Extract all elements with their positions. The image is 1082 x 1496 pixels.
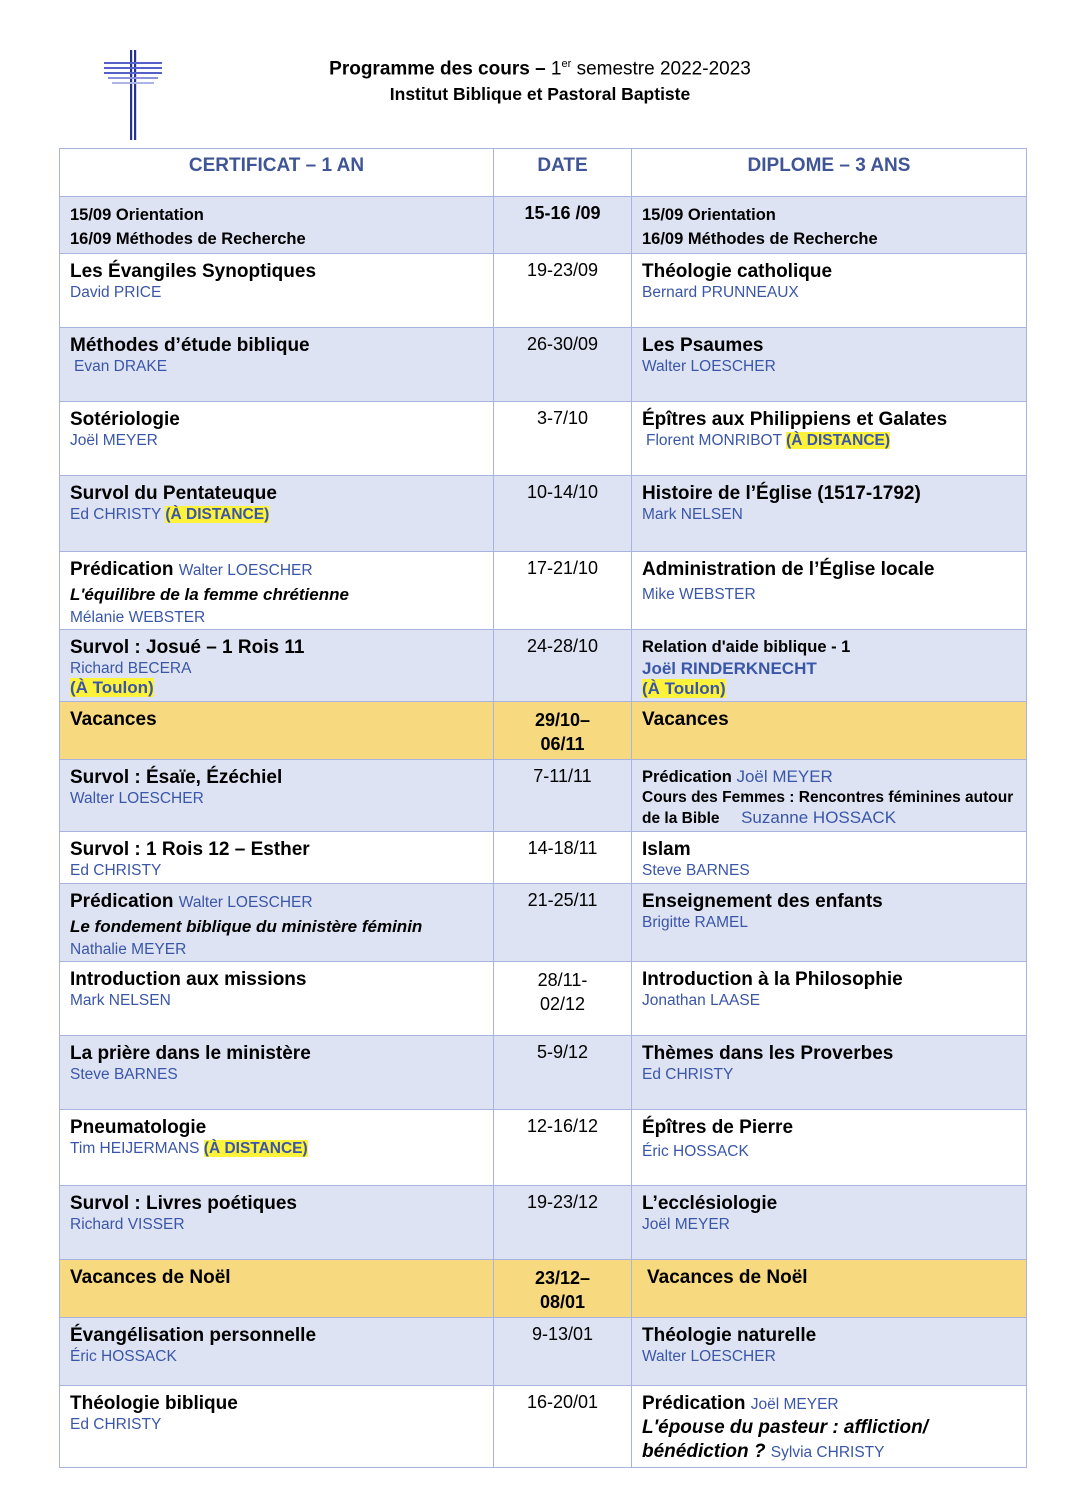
right-cell <box>632 1110 1027 1186</box>
right-teacher: Joël MEYER <box>736 767 833 786</box>
date-cell: 19-23/09 <box>494 254 632 328</box>
right-cell <box>632 1036 1027 1110</box>
table-row <box>60 884 1027 962</box>
right-cell <box>632 884 1027 962</box>
left-line1: 15/09 Orientation <box>70 206 204 224</box>
date-cell: 19-23/12 <box>494 1186 632 1260</box>
left-cell <box>60 197 494 254</box>
left-teacher: Steve BARNES <box>70 1066 178 1083</box>
left-course: Vacances de Noël <box>70 1267 231 1288</box>
right-teacher: Walter LOESCHER <box>642 1348 776 1365</box>
column-header-date: DATE <box>494 149 632 197</box>
date-cell: 15-16 /09 <box>494 197 632 254</box>
right-course: Thèmes dans les Proverbes <box>642 1043 894 1064</box>
date-cell: 10-14/10 <box>494 476 632 552</box>
right-course-line <box>642 1392 1016 1416</box>
date-cell: 17-21/10 <box>494 552 632 630</box>
right-cell <box>632 1186 1027 1260</box>
left-course-line <box>70 558 483 582</box>
right-cell <box>632 1318 1027 1386</box>
right-sub-line1: L'épouse du pasteur : affliction/ <box>642 1417 929 1438</box>
date-cell <box>494 1260 632 1318</box>
date-cell: 16-20/01 <box>494 1386 632 1468</box>
date-cell: 12-16/12 <box>494 1110 632 1186</box>
left-teacher: Walter LOESCHER <box>178 894 313 911</box>
left-course-line <box>70 890 483 914</box>
right-cell <box>632 1260 1027 1318</box>
left-course: Survol : 1 Rois 12 – Esther <box>70 839 310 860</box>
left-teacher-line <box>70 505 483 524</box>
table-row <box>60 328 1027 402</box>
right-teacher: Joël MEYER <box>642 1216 730 1233</box>
right-cell <box>632 1386 1027 1468</box>
right-location-line <box>642 679 1016 699</box>
left-course: Méthodes d’étude biblique <box>70 335 310 356</box>
table-row <box>60 197 1027 254</box>
right-course: Relation d'aide biblique - 1 <box>642 638 851 656</box>
table-row <box>60 254 1027 328</box>
right-sub-teacher: Sylvia CHRISTY <box>770 1444 885 1461</box>
date-line2: 06/11 <box>540 734 585 754</box>
schedule-table <box>59 148 1027 1468</box>
left-teacher: Tim HEIJERMANS <box>70 1140 200 1157</box>
left-cell <box>60 760 494 832</box>
right-sub-course: Cours des Femmes : Rencontres féminines autour de la Bible <box>642 789 1014 827</box>
left-teacher: David PRICE <box>70 284 162 301</box>
right-line1: 15/09 Orientation <box>642 206 776 224</box>
date-line1: 29/10– <box>534 710 591 730</box>
right-course: Vacances <box>642 709 729 730</box>
right-line2: 16/09 Méthodes de Recherche <box>642 230 878 248</box>
left-teacher: Evan DRAKE <box>74 358 168 375</box>
right-cell <box>632 832 1027 884</box>
date-line1: 28/11- <box>537 970 588 990</box>
right-course: L’ecclésiologie <box>642 1193 778 1214</box>
vacation-row <box>60 1260 1027 1318</box>
left-cell <box>60 1036 494 1110</box>
right-teacher: Florent MONRIBOT <box>646 432 782 449</box>
title-sup: er <box>561 58 572 70</box>
left-cell <box>60 1186 494 1260</box>
left-cell <box>60 832 494 884</box>
right-course: Épîtres aux Philippiens et Galates <box>642 409 948 430</box>
left-teacher: Éric HOSSACK <box>70 1348 177 1365</box>
left-sub-course: L'équilibre de la femme chrétienne <box>70 585 349 604</box>
left-course: La prière dans le ministère <box>70 1043 311 1064</box>
left-course: Évangélisation personnelle <box>70 1325 317 1346</box>
table-header-row <box>60 149 1027 197</box>
right-cell <box>632 760 1027 832</box>
right-teacher: Joël MEYER <box>750 1396 839 1413</box>
left-course: Survol : Josué – 1 Rois 11 <box>70 637 305 658</box>
table-row <box>60 630 1027 702</box>
left-teacher: Mark NELSEN <box>70 992 171 1009</box>
left-teacher: Walter LOESCHER <box>178 562 313 579</box>
left-cell <box>60 328 494 402</box>
right-teacher: Mike WEBSTER <box>642 586 756 603</box>
right-cell <box>632 552 1027 630</box>
left-line2: 16/09 Méthodes de Recherche <box>70 230 306 248</box>
left-cell <box>60 254 494 328</box>
left-sub-teacher: Nathalie MEYER <box>70 941 187 958</box>
right-cell <box>632 402 1027 476</box>
right-course: Introduction à la Philosophie <box>642 969 903 990</box>
left-cell <box>60 1318 494 1386</box>
left-cell <box>60 884 494 962</box>
title-num: 1 <box>550 58 562 80</box>
left-course: Sotériologie <box>70 409 180 430</box>
date-cell <box>494 962 632 1036</box>
right-teacher: Mark NELSEN <box>642 506 743 523</box>
column-header-diplome: DIPLOME – 3 ANS <box>632 149 1027 197</box>
date-cell <box>494 702 632 760</box>
distance-badge: (À DISTANCE) <box>203 1140 308 1157</box>
left-course: Introduction aux missions <box>70 969 307 990</box>
distance-badge: (À DISTANCE) <box>165 506 270 523</box>
title-rest: semestre 2022-2023 <box>576 58 751 80</box>
left-teacher: Ed CHRISTY <box>70 506 162 523</box>
date-line2: 02/12 <box>539 994 586 1014</box>
right-teacher: Éric HOSSACK <box>642 1143 749 1160</box>
left-sub-teacher: Mélanie WEBSTER <box>70 609 206 626</box>
left-course: Prédication <box>70 559 174 580</box>
left-course: Vacances <box>70 709 157 730</box>
right-cell <box>632 702 1027 760</box>
left-teacher: Ed CHRISTY <box>70 862 162 879</box>
right-teacher: Joël RINDERKNECHT <box>642 659 817 678</box>
distance-badge: (À DISTANCE) <box>786 432 891 449</box>
left-cell <box>60 552 494 630</box>
left-course: Théologie biblique <box>70 1393 238 1414</box>
right-course-line <box>642 766 1016 788</box>
right-cell <box>632 476 1027 552</box>
left-teacher: Joël MEYER <box>70 432 158 449</box>
right-course: Enseignement des enfants <box>642 891 883 912</box>
right-course: Prédication <box>642 768 732 786</box>
left-course: Prédication <box>70 891 174 912</box>
table-row <box>60 476 1027 552</box>
right-teacher: Bernard PRUNNEAUX <box>642 284 799 301</box>
right-cell <box>632 962 1027 1036</box>
right-cell <box>632 630 1027 702</box>
date-line1: 23/12– <box>534 1268 591 1288</box>
vacation-row <box>60 702 1027 760</box>
left-cell <box>60 1110 494 1186</box>
cross-logo-icon <box>104 50 162 140</box>
table-row <box>60 1186 1027 1260</box>
right-sub-line <box>642 788 1016 829</box>
location-badge: (À Toulon) <box>70 678 154 697</box>
right-sub-teacher: Suzanne HOSSACK <box>741 808 897 827</box>
date-line2: 08/01 <box>539 1292 586 1312</box>
right-cell <box>632 197 1027 254</box>
left-course: Les Évangiles Synoptiques <box>70 261 317 282</box>
date-cell: 3-7/10 <box>494 402 632 476</box>
left-cell <box>60 476 494 552</box>
right-teacher: Brigitte RAMEL <box>642 914 748 931</box>
table-row <box>60 1036 1027 1110</box>
right-teacher: Walter LOESCHER <box>642 358 776 375</box>
right-course: Théologie naturelle <box>642 1325 817 1346</box>
date-cell: 7-11/11 <box>494 760 632 832</box>
left-teacher: Richard BECERA <box>70 660 192 677</box>
right-course: Théologie catholique <box>642 261 833 282</box>
left-cell <box>60 402 494 476</box>
date-cell: 26-30/09 <box>494 328 632 402</box>
table-row <box>60 760 1027 832</box>
table-row <box>60 1386 1027 1468</box>
page-subtitle: Institut Biblique et Pastoral Baptiste <box>389 84 691 104</box>
page-title <box>220 58 860 80</box>
table-row <box>60 962 1027 1036</box>
right-course: Vacances de Noël <box>647 1267 808 1288</box>
left-course: Pneumatologie <box>70 1117 207 1138</box>
date-cell: 5-9/12 <box>494 1036 632 1110</box>
date-cell: 21-25/11 <box>494 884 632 962</box>
left-cell <box>60 1386 494 1468</box>
right-cell <box>632 328 1027 402</box>
right-teacher-line <box>642 431 1016 450</box>
right-teacher: Ed CHRISTY <box>642 1066 734 1083</box>
date-cell: 14-18/11 <box>494 832 632 884</box>
right-sub-line2 <box>642 1440 1016 1465</box>
left-course: Survol : Livres poétiques <box>70 1193 297 1214</box>
left-teacher: Walter LOESCHER <box>70 790 204 807</box>
date-cell: 9-13/01 <box>494 1318 632 1386</box>
left-cell <box>60 702 494 760</box>
right-teacher: Steve BARNES <box>642 862 750 879</box>
table-row <box>60 832 1027 884</box>
table-row <box>60 1110 1027 1186</box>
left-teacher-line <box>70 1139 483 1158</box>
table-row <box>60 552 1027 630</box>
right-course: Islam <box>642 839 691 860</box>
location-badge: (À Toulon) <box>642 679 726 698</box>
title-bold: Programme des cours – <box>329 58 546 80</box>
right-course: Administration de l’Église locale <box>642 559 935 580</box>
date-cell: 24-28/10 <box>494 630 632 702</box>
right-sub-course-end: bénédiction ? <box>642 1441 766 1462</box>
right-teacher: Jonathan LAASE <box>642 992 761 1009</box>
left-sub-course: Le fondement biblique du ministère féminin <box>70 917 423 936</box>
column-header-certificat: CERTIFICAT – 1 AN <box>60 149 494 197</box>
left-cell <box>60 630 494 702</box>
table-row <box>60 1318 1027 1386</box>
left-cell <box>60 1260 494 1318</box>
right-course: Histoire de l’Église (1517-1792) <box>642 483 921 504</box>
right-course: Épîtres de Pierre <box>642 1117 794 1138</box>
left-course: Survol : Ésaïe, Ézéchiel <box>70 767 283 788</box>
right-course: Les Psaumes <box>642 335 764 356</box>
left-course: Survol du Pentateuque <box>70 483 277 504</box>
left-teacher: Ed CHRISTY <box>70 1416 162 1433</box>
table-row <box>60 402 1027 476</box>
left-location-line <box>70 678 483 698</box>
left-teacher: Richard VISSER <box>70 1216 185 1233</box>
right-course: Prédication <box>642 1393 746 1414</box>
right-cell <box>632 254 1027 328</box>
left-cell <box>60 962 494 1036</box>
